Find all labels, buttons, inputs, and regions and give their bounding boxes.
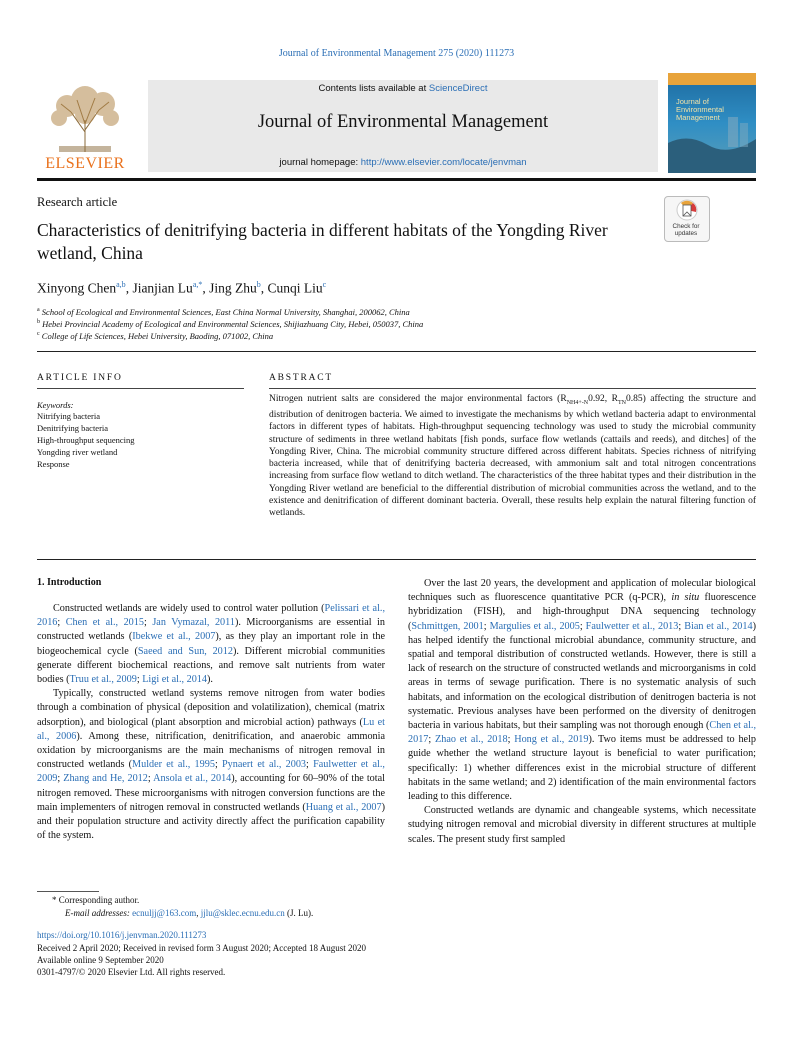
- email-note: E-mail addresses: ecnuljj@163.com, jjlu@sklec.ecnu.edu.cn (J. Lu).: [65, 908, 314, 918]
- email-link[interactable]: ecnuljj@163.com: [132, 908, 197, 918]
- keyword: Yongding river wetland: [37, 447, 118, 457]
- author-name[interactable]: Xinyong Chen: [37, 280, 117, 296]
- abstract-text: Nitrogen nutrient salts are considered the major environmental factors (R: [269, 394, 567, 404]
- affiliation-text: Hebei Provincial Academy of Ecological and Environmental Sciences, Shijiazhuang City, Hebei, 050037, China: [42, 319, 424, 329]
- article-type: Research article: [37, 195, 118, 209]
- citation-link[interactable]: Faulwetter et al., 2009: [37, 759, 385, 785]
- affiliation-marker: b: [37, 319, 40, 326]
- italic-text: in situ: [671, 592, 700, 604]
- author-list: Xinyong Chen$^{a,b}$, Jianjian $Lu^{a,*}$, Jing Zhu$^b$, Cunqi Liu$^c$: [37, 280, 327, 296]
- citation-link[interactable]: Zhang and He, 2012: [63, 773, 148, 785]
- abstract-subscript: NH4+-N: [566, 399, 589, 406]
- author-name[interactable]: Jianjian Lu: [132, 280, 193, 296]
- journal-title: Journal of Environmental Management: [257, 112, 549, 132]
- author-name[interactable]: Jing Zhu: [209, 280, 257, 296]
- publisher-logo-text: ELSEVIER: [45, 155, 125, 172]
- journal-cover-image: [668, 73, 756, 173]
- footnote-rule: [37, 891, 99, 892]
- affiliation-marker: a: [37, 307, 40, 314]
- body-column-right: [408, 577, 756, 847]
- citation-link[interactable]: Lu et al., 2006: [37, 716, 386, 742]
- citation-link[interactable]: Jan Vymazal, 2011: [152, 617, 235, 629]
- citation-link[interactable]: Pynaert et al., 2003: [222, 759, 307, 771]
- copyright: 0301-4797/© 2020 Elsevier Ltd. All rights reserved.: [37, 967, 226, 977]
- body-column-left: [37, 602, 385, 843]
- abstract-text: 0.92, R: [588, 394, 618, 404]
- homepage-link[interactable]: http://www.elsevier.com/locate/jenvman: [360, 157, 527, 168]
- abstract-heading: ABSTRACT: [269, 373, 334, 383]
- paragraph: Constructed wetlands are widely used to control water pollution (Pelissari et al., 2016; Chen et al., 2015; Jan Vymazal, 2011). Microorganisms are essential in constructed wetlands (Ibekwe et al., 2007), as they play an important role in the biogeochemical cycle (Saeed and Sun, 2012). Different microbial communities generate different biochemical reactions, and remove salt nutrients from water bodies (Truu et al., 2009; Ligi et al., 2014).: [37, 603, 385, 686]
- corresponding-author-note: * Corresponding author.: [52, 895, 140, 905]
- received-dates: Received 2 April 2020; Received in revised form 3 August 2020; Accepted 18 August 2020: [37, 943, 366, 953]
- sciencedirect-link[interactable]: ScienceDirect: [428, 83, 488, 94]
- article-info-heading: ARTICLE INFO: [37, 373, 123, 383]
- affiliation-text: College of Life Sciences, Hebei University, Baoding, 071002, China: [41, 331, 274, 341]
- citation-link[interactable]: Mulder et al., 1995: [132, 759, 215, 771]
- email-link[interactable]: jjlu@sklec.ecnu.edu.cn: [200, 908, 285, 918]
- homepage-prefix: journal homepage:: [279, 157, 361, 168]
- section-divider: [37, 351, 756, 352]
- affiliation: [37, 331, 273, 341]
- paragraph: Constructed wetlands are dynamic and changeable systems, which necessitate studying nitrogen removal and microbial diversity in different structures at multiple scales. The present study first sampled: [408, 805, 756, 845]
- affiliation-text: School of Ecological and Environmental Sciences, East China Normal University, Shanghai, 200062, China: [41, 307, 410, 317]
- abstract-text: 0.85) affecting the structure and distribution of denitrogen bacteria. We aimed to investigate the mechanisms by which wetland bacteria adapt to environmental factors in different types of habitats. High-throughput sequencing technology was used to study the microbial community structure of sediments in three wetland habitats [fish ponds, surface flow wetlands (cattails and reeds), and ditches] of the Yongding River, China. The microbial community structure differed across different habitats. Species richness of nitrifying bacteria increased, while that of denitrifying bacteria decreased, with ammonium salt and total nitrogen concentrations increasing from surface flow wetland to ditch wetland. The characteristics of the three habitat types and their distribution in the Yongding River wetland are beneficial to the differential distribution of microbial communities across the wetland, and to the existence and denitrification of different dominant bacteria. Overall, these results help explain the natural filtering function of wetlands.: [269, 394, 756, 519]
- cover-title: Journal of Environmental Management: [676, 97, 724, 122]
- author-name[interactable]: Cunqi Liu: [267, 280, 323, 296]
- contents-line: [148, 83, 658, 94]
- citation-link[interactable]: Saeed and Sun, 2012: [137, 645, 233, 657]
- citation-link[interactable]: Pelissari et al., 2016: [37, 603, 385, 629]
- keywords-label: Keywords:: [37, 400, 74, 410]
- citation-link[interactable]: Bian et al., 2014: [684, 620, 753, 632]
- citation-link[interactable]: Ligi et al., 2014: [142, 674, 207, 686]
- email-label: E-mail addresses:: [65, 908, 133, 918]
- corresponding-text: Corresponding author.: [58, 895, 140, 905]
- citation-link[interactable]: Huang et al., 2007: [305, 801, 382, 813]
- citation-link[interactable]: Margulies et al., 2005: [489, 620, 580, 632]
- bookmark-icon: [665, 197, 709, 223]
- author-affil-marker[interactable]: c: [322, 280, 327, 289]
- citation-link[interactable]: Schmittgen, 2001: [411, 620, 484, 632]
- citation-link[interactable]: Chen et al., 2017: [408, 720, 756, 746]
- paragraph: Over the last 20 years, the development and application of molecular biological techniques such as fluorescence quantitative PCR (q-PCR), in situ fluorescence hybridization (FISH), and high-throughput DNA sequencing technology (Schmittgen, 2001; Margulies et al., 2005; Faulwetter et al., 2013; Bian et al., 2014) has helped identify the functional microbial abundance, community structure, and spatial and temporal distribution of constructed wetlands. However, there is still a lack of research on the structure of constructed wetlands and microorganisms in cold areas in terms of sewage purification. There is no systematic analysis of such habitats, and information on the ecological distribution of denitrogen bacteria is not systematic. Previous analyses have been performed on the diversity of denitrogen bacteria in various habitats, but their sampling was not thorough enough (Chen et al., 2017; Zhao et al., 2018; Hong et al., 2019). Two items must be addressed to help guide whether the wetland structure layout is beneficial to water purification; specifically: 1) whether differences exist in the microbial structure of different habitats in the same wetland; and 2) identification of the main environmental factors leading to this difference.: [408, 578, 757, 803]
- affiliation: [37, 319, 423, 329]
- article-info-rule: [37, 388, 244, 389]
- citation-link[interactable]: Faulwetter et al., 2013: [585, 620, 679, 632]
- citation-link[interactable]: Ibekwe et al., 2007: [132, 631, 216, 643]
- citation-link[interactable]: Truu et al., 2009: [69, 674, 137, 686]
- citation-link[interactable]: Ansola et al., 2014: [153, 773, 232, 785]
- check-for-updates-label[interactable]: Check for updates: [672, 223, 700, 237]
- affiliation: [37, 307, 410, 317]
- introduction-heading: 1. Introduction: [37, 577, 102, 588]
- keyword: Response: [37, 459, 70, 469]
- author-affil-marker[interactable]: a,*: [192, 280, 203, 289]
- journal-homepage: [148, 157, 658, 168]
- citation-link[interactable]: Zhao et al., 2018: [435, 734, 508, 746]
- abstract-body: [269, 393, 756, 519]
- affiliation-marker: c: [37, 331, 40, 338]
- keyword: Nitrifying bacteria: [37, 411, 101, 421]
- abstract-rule: [269, 388, 756, 389]
- citation-link[interactable]: Chen et al., 2015: [65, 617, 144, 629]
- abstract-subscript: TN: [617, 399, 626, 406]
- article-title: Characteristics of denitrifying bacteria in different habitats of the Yongding River wetland, China: [37, 220, 608, 263]
- section-divider: [37, 559, 756, 560]
- journal-citation[interactable]: Journal of Environmental Management 275 (2020) 111273: [278, 48, 515, 59]
- keyword: High-throughput sequencing: [37, 435, 135, 445]
- author-affil-marker[interactable]: b: [256, 280, 261, 289]
- citation-link[interactable]: Hong et al., 2019: [514, 734, 589, 746]
- email-suffix: (J. Lu).: [284, 908, 314, 918]
- paragraph: Typically, constructed wetland systems remove nitrogen from water bodies through a combination of physical (deposition and volatilization), chemical (matrix adsorption), and biological (plant absorption and microbial action) pathways (Lu et al., 2006). Among these, nitrification, denitrification, and anaerobic ammonia oxidation by microorganisms are the main mechanisms of nitrogen removal in constructed wetlands (Mulder et al., 1995; Pynaert et al., 2003; Faulwetter et al., 2009; Zhang and He, 2012; Ansola et al., 2014), accounting for 60–90% of the total nitrogen removed. These microorganisms with nitrogen conversion functions are the main implementers of nitrogen removal in constructed wetlands (Huang et al., 2007) and their population structure and activity directly affect the purification capability of the system.: [37, 688, 386, 842]
- contents-prefix: Contents lists available at: [318, 83, 429, 94]
- doi-link[interactable]: https://doi.org/10.1016/j.jenvman.2020.111273: [37, 930, 207, 940]
- header-rule: [37, 178, 756, 181]
- author-affil-marker[interactable]: a,b: [116, 280, 126, 289]
- keyword: Denitrifying bacteria: [37, 423, 109, 433]
- online-date: Available online 9 September 2020: [37, 955, 164, 965]
